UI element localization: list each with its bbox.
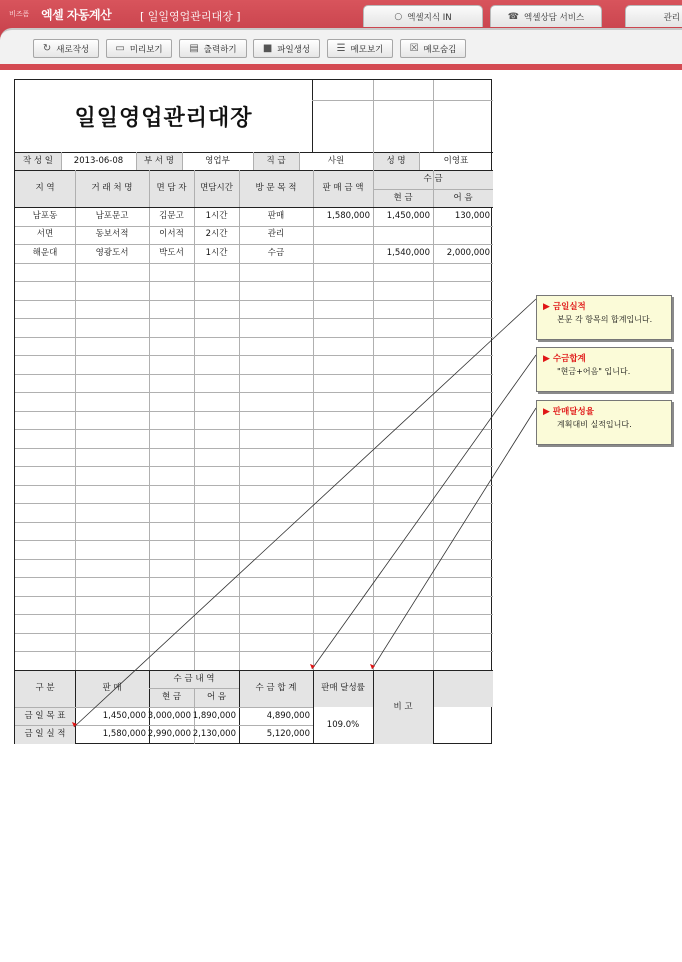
row-1-contact[interactable]: 김문고	[159, 210, 184, 221]
arrow-right-icon: ▶	[543, 407, 550, 417]
row-3-purpose[interactable]: 수금	[267, 247, 285, 258]
row-2-contact[interactable]: 이서적	[159, 229, 184, 240]
name-value[interactable]: 이영표	[443, 155, 469, 166]
hide-memo-button-label: 메모숨김	[423, 44, 457, 55]
callout-actual	[536, 295, 672, 340]
row-1-cash[interactable]: 1,450,000	[386, 210, 430, 221]
comment-marker-icon	[310, 664, 315, 669]
summary-header-cash: 현 금	[161, 692, 182, 703]
row-2-client[interactable]: 동보서적	[95, 229, 129, 240]
callout-body: 계획대비 실적입니다.	[557, 420, 632, 429]
print-icon: ▤	[189, 43, 199, 54]
col-header-purpose: 방 문 목 적	[255, 183, 297, 194]
create-file-button-label: 파일생성	[277, 44, 311, 55]
achievement-rate: 109.0%	[326, 720, 360, 731]
app-title: 엑셀 자동계산	[41, 8, 112, 22]
callout-body: 본문 각 항목의 합계입니다.	[557, 315, 653, 324]
actual-bill: 2,130,000	[192, 729, 236, 740]
col-header-time: 면담시간	[200, 183, 233, 194]
preview-button-label: 미리보기	[129, 44, 163, 55]
tab-label: 엑셀상담 서비스	[524, 12, 585, 23]
callout-title: 수금합계	[552, 354, 586, 364]
new-button-label: 새로작성	[56, 44, 90, 55]
row-1-time[interactable]: 1시간	[205, 210, 228, 221]
brand-sup: 비즈폼	[9, 10, 30, 18]
dept-value[interactable]: 영업부	[205, 155, 230, 166]
print-button-label: 출력하기	[203, 44, 237, 55]
comment-marker-icon	[72, 722, 77, 727]
show-memo-button-label: 메모보기	[350, 44, 384, 55]
tab-label: 엑셀지식 IN	[407, 12, 452, 23]
col-header-region: 지 역	[35, 183, 55, 194]
dept-label: 부 서 명	[143, 155, 175, 166]
row-3-cash[interactable]: 1,540,000	[386, 247, 430, 258]
summary-header-receipt-detail: 수 금 내 역	[173, 673, 215, 684]
actual-total: 5,120,000	[266, 729, 310, 740]
lightbulb-icon: ○	[394, 11, 403, 22]
row-3-contact[interactable]: 박도서	[159, 247, 184, 258]
row-1-purpose[interactable]: 판매	[267, 210, 285, 221]
target-label: 금 일 목 표	[24, 710, 66, 721]
summary-header-achievement: 판매 달성률	[321, 683, 365, 694]
rank-label: 직 급	[266, 155, 286, 166]
arrow-right-icon: ▶	[543, 302, 550, 312]
row-1-bill[interactable]: 130,000	[454, 210, 490, 221]
target-sales[interactable]: 1,450,000	[102, 710, 146, 721]
row-3-time[interactable]: 1시간	[205, 247, 228, 258]
col-header-contact: 면 담 자	[156, 183, 187, 194]
col-header-client: 거 래 처 명	[91, 183, 133, 194]
callout-achievement	[536, 400, 672, 445]
connector-line-actual	[74, 299, 536, 727]
target-bill[interactable]: 1,890,000	[192, 710, 236, 721]
col-header-bill: 어 음	[453, 192, 473, 203]
row-3-client[interactable]: 영광도서	[95, 247, 129, 258]
callout-receipt-total	[536, 347, 672, 392]
connector-line-receipt-total	[312, 355, 536, 669]
arrow-right-icon: ▶	[543, 354, 550, 364]
target-total: 4,890,000	[266, 710, 310, 721]
row-1-client[interactable]: 남포문고	[95, 210, 129, 221]
connector-line-achievement	[372, 408, 536, 669]
callout-title: 판매달성율	[552, 407, 594, 417]
monitor-icon: ▭	[115, 43, 125, 54]
col-header-sales: 판 매 금 액	[322, 183, 364, 194]
name-label: 성 명	[386, 155, 406, 166]
col-header-receipt: 수 금	[423, 174, 443, 185]
rank-value[interactable]: 사원	[327, 155, 345, 166]
memo-icon: ☰	[336, 43, 346, 54]
actual-sales: 1,580,000	[102, 729, 146, 740]
row-3-bill[interactable]: 2,000,000	[446, 247, 490, 258]
sheet-title: 일일영업관리대장	[74, 105, 253, 131]
folder-icon: ■	[262, 43, 273, 54]
row-2-purpose[interactable]: 관리	[267, 229, 285, 240]
summary-header-receipt-total: 수 금 합 계	[255, 683, 297, 694]
phone-icon: ☎	[507, 11, 520, 22]
row-2-region[interactable]: 서면	[36, 229, 54, 240]
col-header-cash: 현 금	[393, 192, 413, 203]
row-1-region[interactable]: 남포동	[32, 210, 58, 221]
tab-label: 관리	[663, 12, 680, 23]
summary-header-sales: 판 매	[102, 683, 122, 694]
callout-title: 금일실적	[552, 302, 586, 312]
refresh-icon: ↻	[42, 43, 52, 54]
date-value[interactable]: 2013-06-08	[73, 155, 124, 166]
summary-header-category: 구 분	[35, 683, 55, 694]
memo-hide-icon: ☒	[409, 43, 419, 54]
actual-cash: 2,990,000	[147, 729, 191, 740]
date-label: 작 성 일	[22, 155, 54, 166]
actual-label: 금 일 실 적	[24, 729, 66, 740]
summary-header-bill: 어 음	[206, 692, 227, 703]
document-title: [ 일일영업관리대장 ]	[140, 10, 241, 23]
row-2-time[interactable]: 2시간	[205, 229, 228, 240]
callout-body: "현금+어음" 입니다.	[557, 367, 631, 376]
row-3-region[interactable]: 해운대	[32, 247, 58, 258]
summary-header-remarks: 비 고	[393, 701, 413, 712]
target-cash[interactable]: 3,000,000	[147, 710, 191, 721]
row-1-sales[interactable]: 1,580,000	[326, 210, 370, 221]
